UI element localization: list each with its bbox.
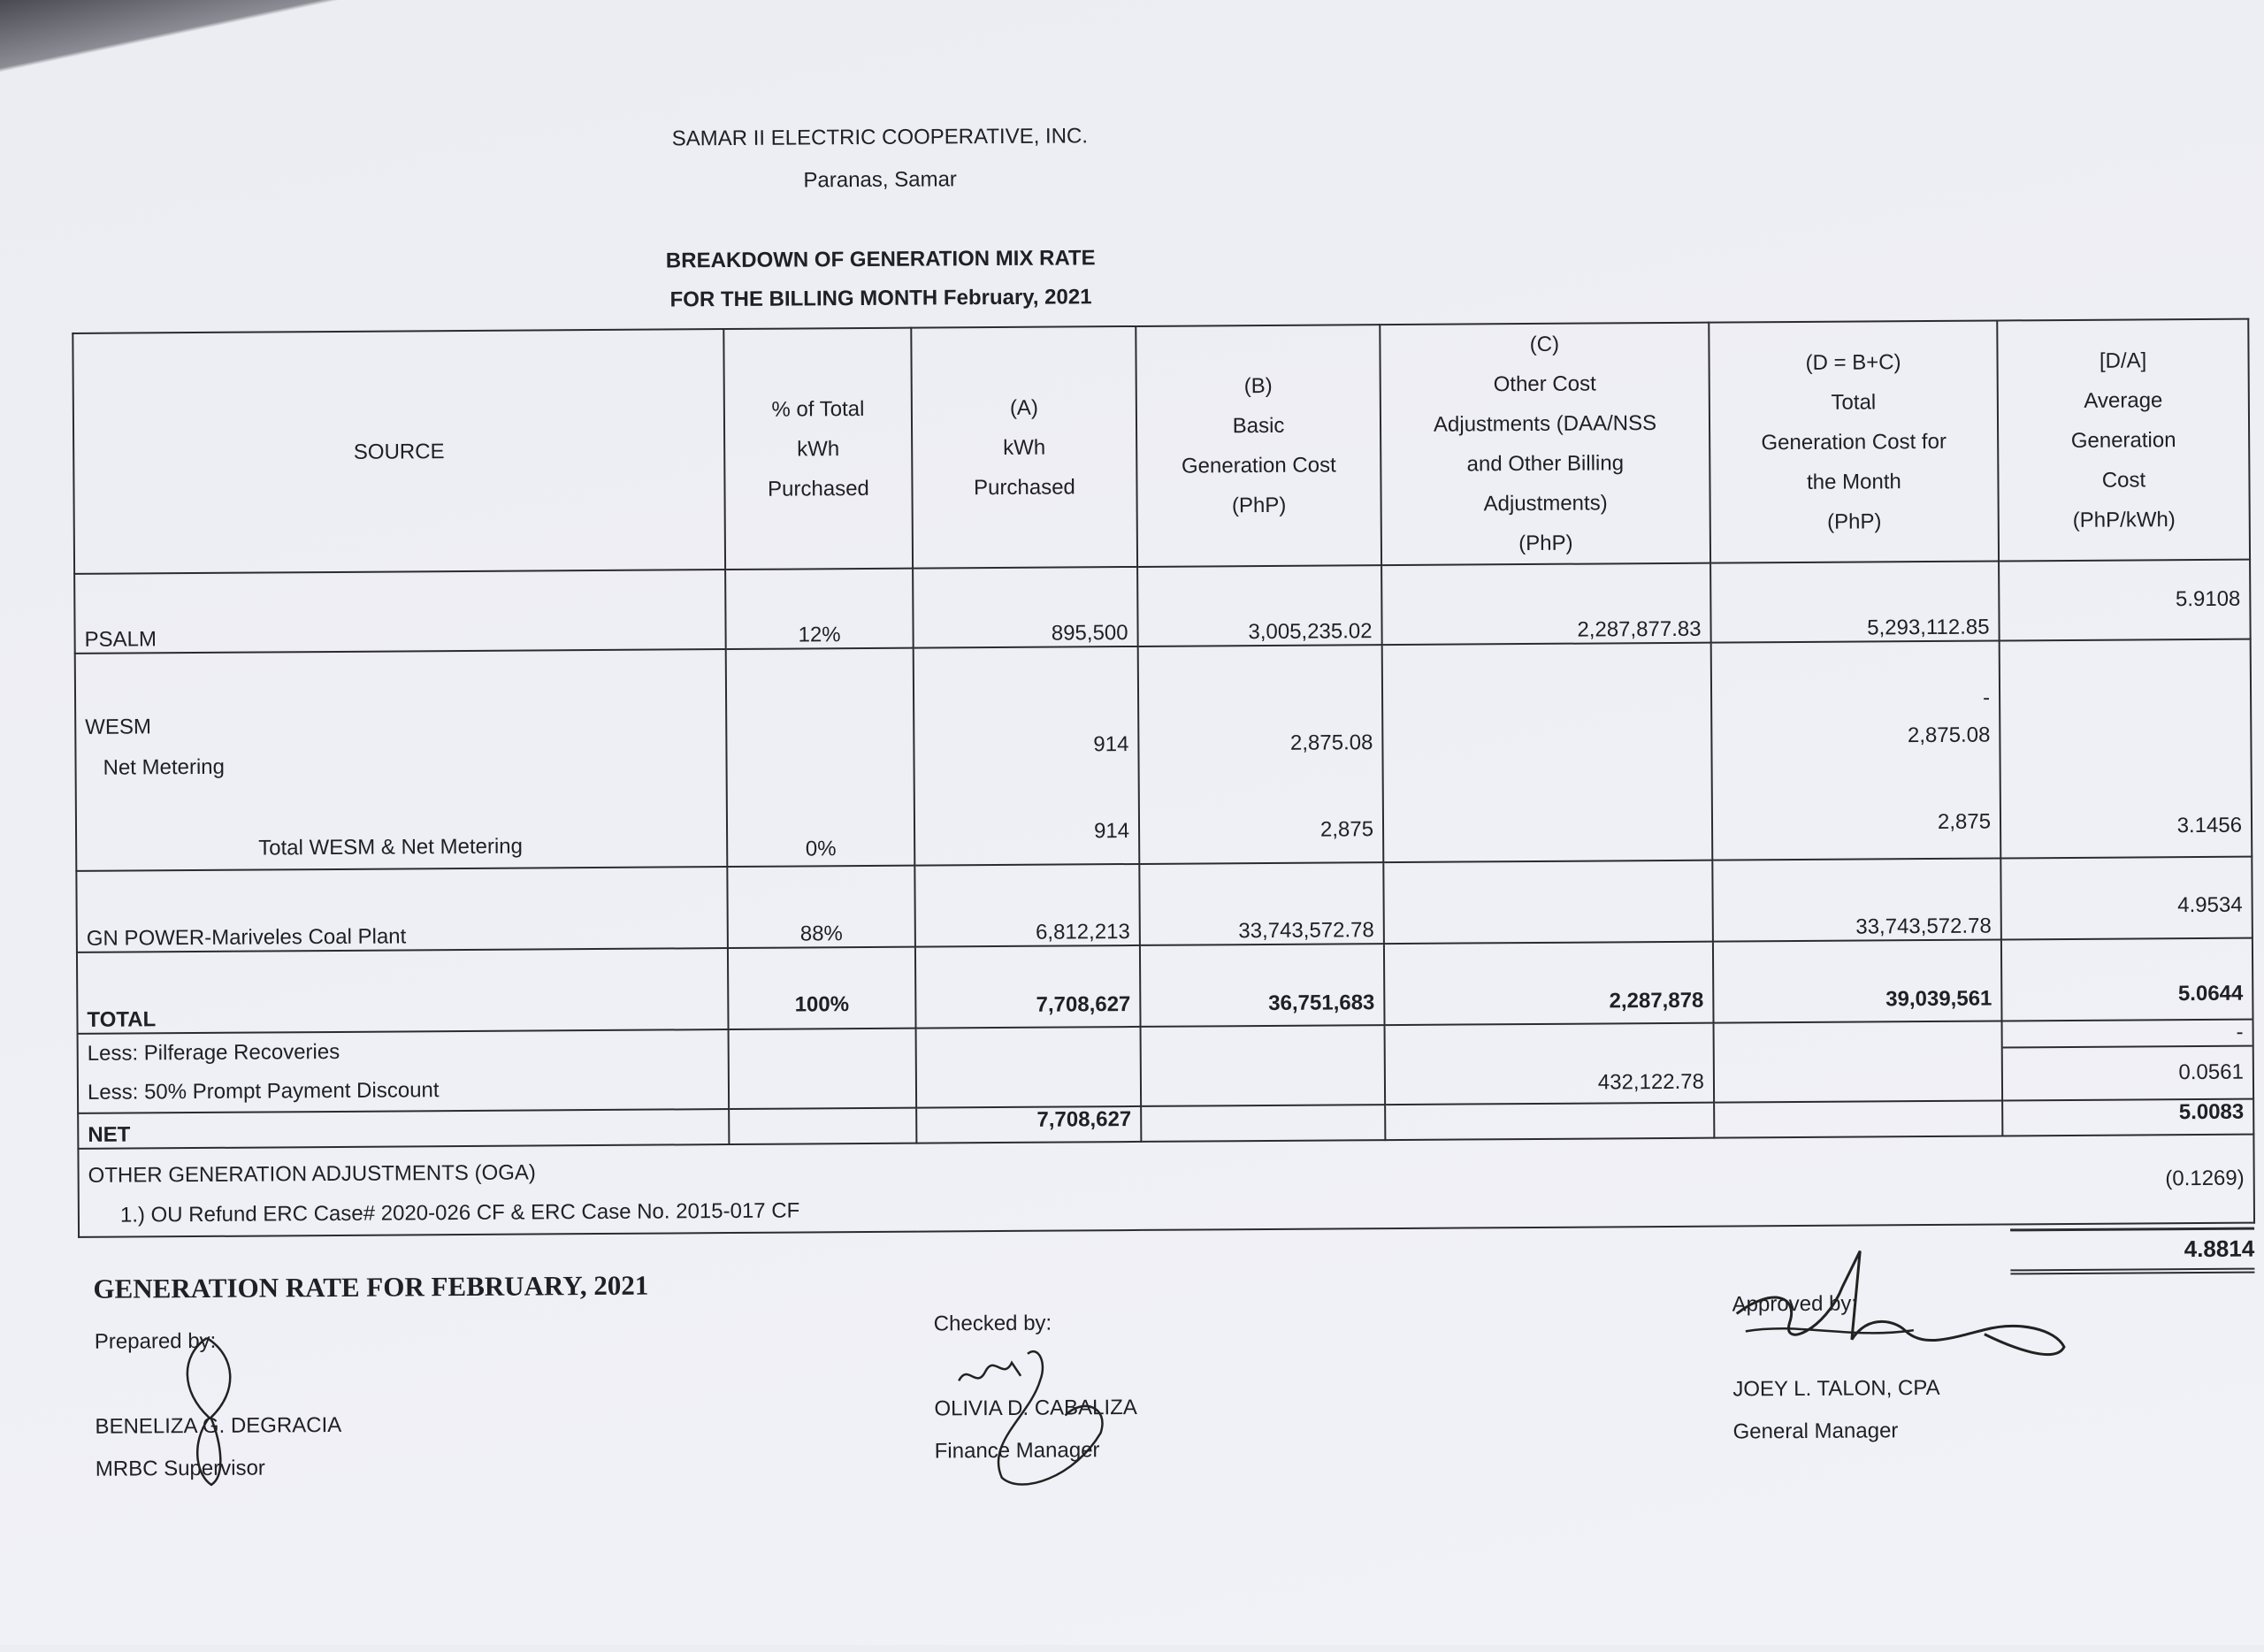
kwh-cell: 7,708,627 (915, 945, 1141, 1029)
kwh-cell (916, 1027, 1142, 1108)
col-basic-cost-header: (B) Basic Generation Cost (PhP) (1136, 325, 1381, 567)
col-other-cost-header: (C) Other Cost Adjustments (DAA/NSS and Other Billing Adjustments) (PhP) (1380, 323, 1710, 565)
basic-cost-cell (1141, 1105, 1385, 1142)
checked-by-name: OLIVIA D. CABALIZA (934, 1395, 1137, 1421)
avg-cost-cell (2002, 1020, 2254, 1101)
table-row-oga (78, 1135, 2254, 1237)
other-cost-cell (1382, 643, 1713, 862)
avg-cost-cell: 5.9108 (1999, 560, 2251, 641)
oga-title: OTHER GENERATION ADJUSTMENTS (OGA) (88, 1160, 536, 1188)
other-cost-cell (1383, 860, 1713, 944)
oga-description-cell (78, 1136, 2003, 1236)
table-row-total (77, 938, 2253, 1034)
net-metering-total: 2,875.08 (1907, 723, 1991, 748)
generation-rate-label: GENERATION RATE FOR FEBRUARY, 2021 (93, 1269, 649, 1304)
kwh-cell: 895,500 (913, 567, 1138, 648)
avg-cost-cell: 5.0644 (2001, 938, 2253, 1021)
table-row-gn-power (76, 857, 2253, 952)
net-metering-label: Net Metering (103, 754, 226, 780)
source-cell: TOTAL (77, 948, 729, 1034)
total-wesm-total: 2,875 (1937, 809, 1992, 834)
pct-cell: 100% (728, 947, 916, 1029)
col-source-header: SOURCE (73, 329, 725, 574)
report-subtitle: FOR THE BILLING MONTH February, 2021 (669, 285, 1092, 312)
total-cost-cell (1714, 1021, 2003, 1102)
pct-cell: 0% (726, 648, 915, 867)
table-row-psalm (74, 560, 2251, 654)
prepared-by-name: BENELIZA G. DEGRACIA (95, 1412, 342, 1439)
total-wesm-basic: 2,875 (1319, 817, 1374, 842)
other-cost-cell: 432,122.78 (1385, 1023, 1715, 1105)
col-total-cost-header: (D = B+C) Total Generation Cost for the Month (PhP) (1709, 320, 1999, 562)
source-cell: PSALM (74, 570, 726, 654)
basic-cost-cell: 36,751,683 (1140, 944, 1385, 1027)
net-metering-basic: 2,875.08 (1289, 730, 1373, 755)
col-pct-header: % of Total kWh Purchased (723, 328, 913, 570)
total-cost-cell: 33,743,572.78 (1712, 858, 2001, 941)
total-cost-cell (1714, 1100, 2002, 1137)
pct-cell: 88% (727, 866, 915, 948)
kwh-cell: 6,812,213 (914, 864, 1140, 947)
company-location: Paranas, Samar (803, 167, 957, 193)
checked-signature-mark (941, 1327, 1119, 1495)
oga-item: 1.) OU Refund ERC Case# 2020-026 CF & ERC Case No. 2015-017 CF (119, 1198, 800, 1228)
generation-rate-value: 4.8814 (2010, 1228, 2254, 1275)
total-wesm-label: Total WESM & Net Metering (258, 834, 524, 860)
approved-signature-mark (1718, 1232, 2073, 1367)
basic-cost-cell (1141, 1025, 1386, 1106)
company-name: SAMAR II ELECTRIC COOPERATIVE, INC. (671, 124, 1089, 151)
pct-cell: 12% (725, 569, 914, 649)
pilferage-avg: - (2003, 1021, 2253, 1049)
prepared-signature-mark (154, 1319, 279, 1488)
wesm-total: - (1982, 685, 1991, 710)
prompt-payment-avg: 0.0561 (2178, 1059, 2244, 1085)
table-header-row (73, 319, 2250, 574)
col-average-cost-header: [D/A] Average Generation Cost (PhP/kWh) (1997, 319, 2250, 562)
avg-cost-cell: 5.0083 (2002, 1099, 2253, 1136)
prepared-by-title: MRBC Supervisor (95, 1456, 265, 1481)
source-cell (75, 649, 728, 871)
kwh-cell (914, 646, 1140, 866)
prepared-by-label: Prepared by: (94, 1328, 217, 1354)
checked-by-label: Checked by: (933, 1311, 1052, 1336)
source-cell: NET (78, 1109, 729, 1149)
pilferage-label: Less: Pilferage Recoveries (87, 1039, 340, 1066)
avg-cost-cell: 4.9534 (2000, 857, 2253, 940)
other-cost-cell (1385, 1103, 1714, 1140)
basic-cost-cell: 3,005,235.02 (1137, 565, 1382, 646)
source-cell (78, 1029, 730, 1113)
other-cost-cell: 2,287,878 (1384, 942, 1714, 1025)
total-cost-cell (1711, 640, 2001, 860)
table-row-wesm (75, 639, 2253, 871)
other-cost-cell: 2,287,877.83 (1381, 563, 1711, 645)
approved-by-label: Approved by: (1732, 1291, 1858, 1317)
source-cell: GN POWER-Mariveles Coal Plant (76, 867, 728, 952)
avg-cost-cell: 3.1456 (2000, 639, 2253, 859)
prompt-payment-label: Less: 50% Prompt Payment Discount (87, 1078, 440, 1105)
kwh-cell: 7,708,627 (916, 1106, 1141, 1143)
pct-cell (729, 1029, 917, 1109)
table-row-less-deductions (78, 1020, 2254, 1113)
total-cost-cell: 39,039,561 (1713, 939, 2002, 1022)
approved-by-name: JOEY L. TALON, CPA (1732, 1375, 1940, 1402)
pct-cell (729, 1108, 916, 1144)
approved-by-title: General Manager (1732, 1419, 1899, 1444)
generation-mix-table (72, 318, 2255, 1238)
oga-avg-cost-cell: (0.1269) (2002, 1135, 2254, 1225)
total-cost-cell: 5,293,112.85 (1710, 561, 2000, 642)
basic-cost-cell: 33,743,572.78 (1139, 862, 1384, 945)
col-kwh-header: (A) kWh Purchased (911, 326, 1137, 569)
net-metering-kwh: 914 (1093, 732, 1129, 757)
wesm-label: WESM (85, 715, 152, 739)
basic-cost-cell (1138, 645, 1384, 864)
total-wesm-kwh: 914 (1093, 819, 1130, 844)
checked-by-title: Finance Manager (934, 1438, 1100, 1464)
report-title: BREAKDOWN OF GENERATION MIX RATE (665, 246, 1096, 273)
